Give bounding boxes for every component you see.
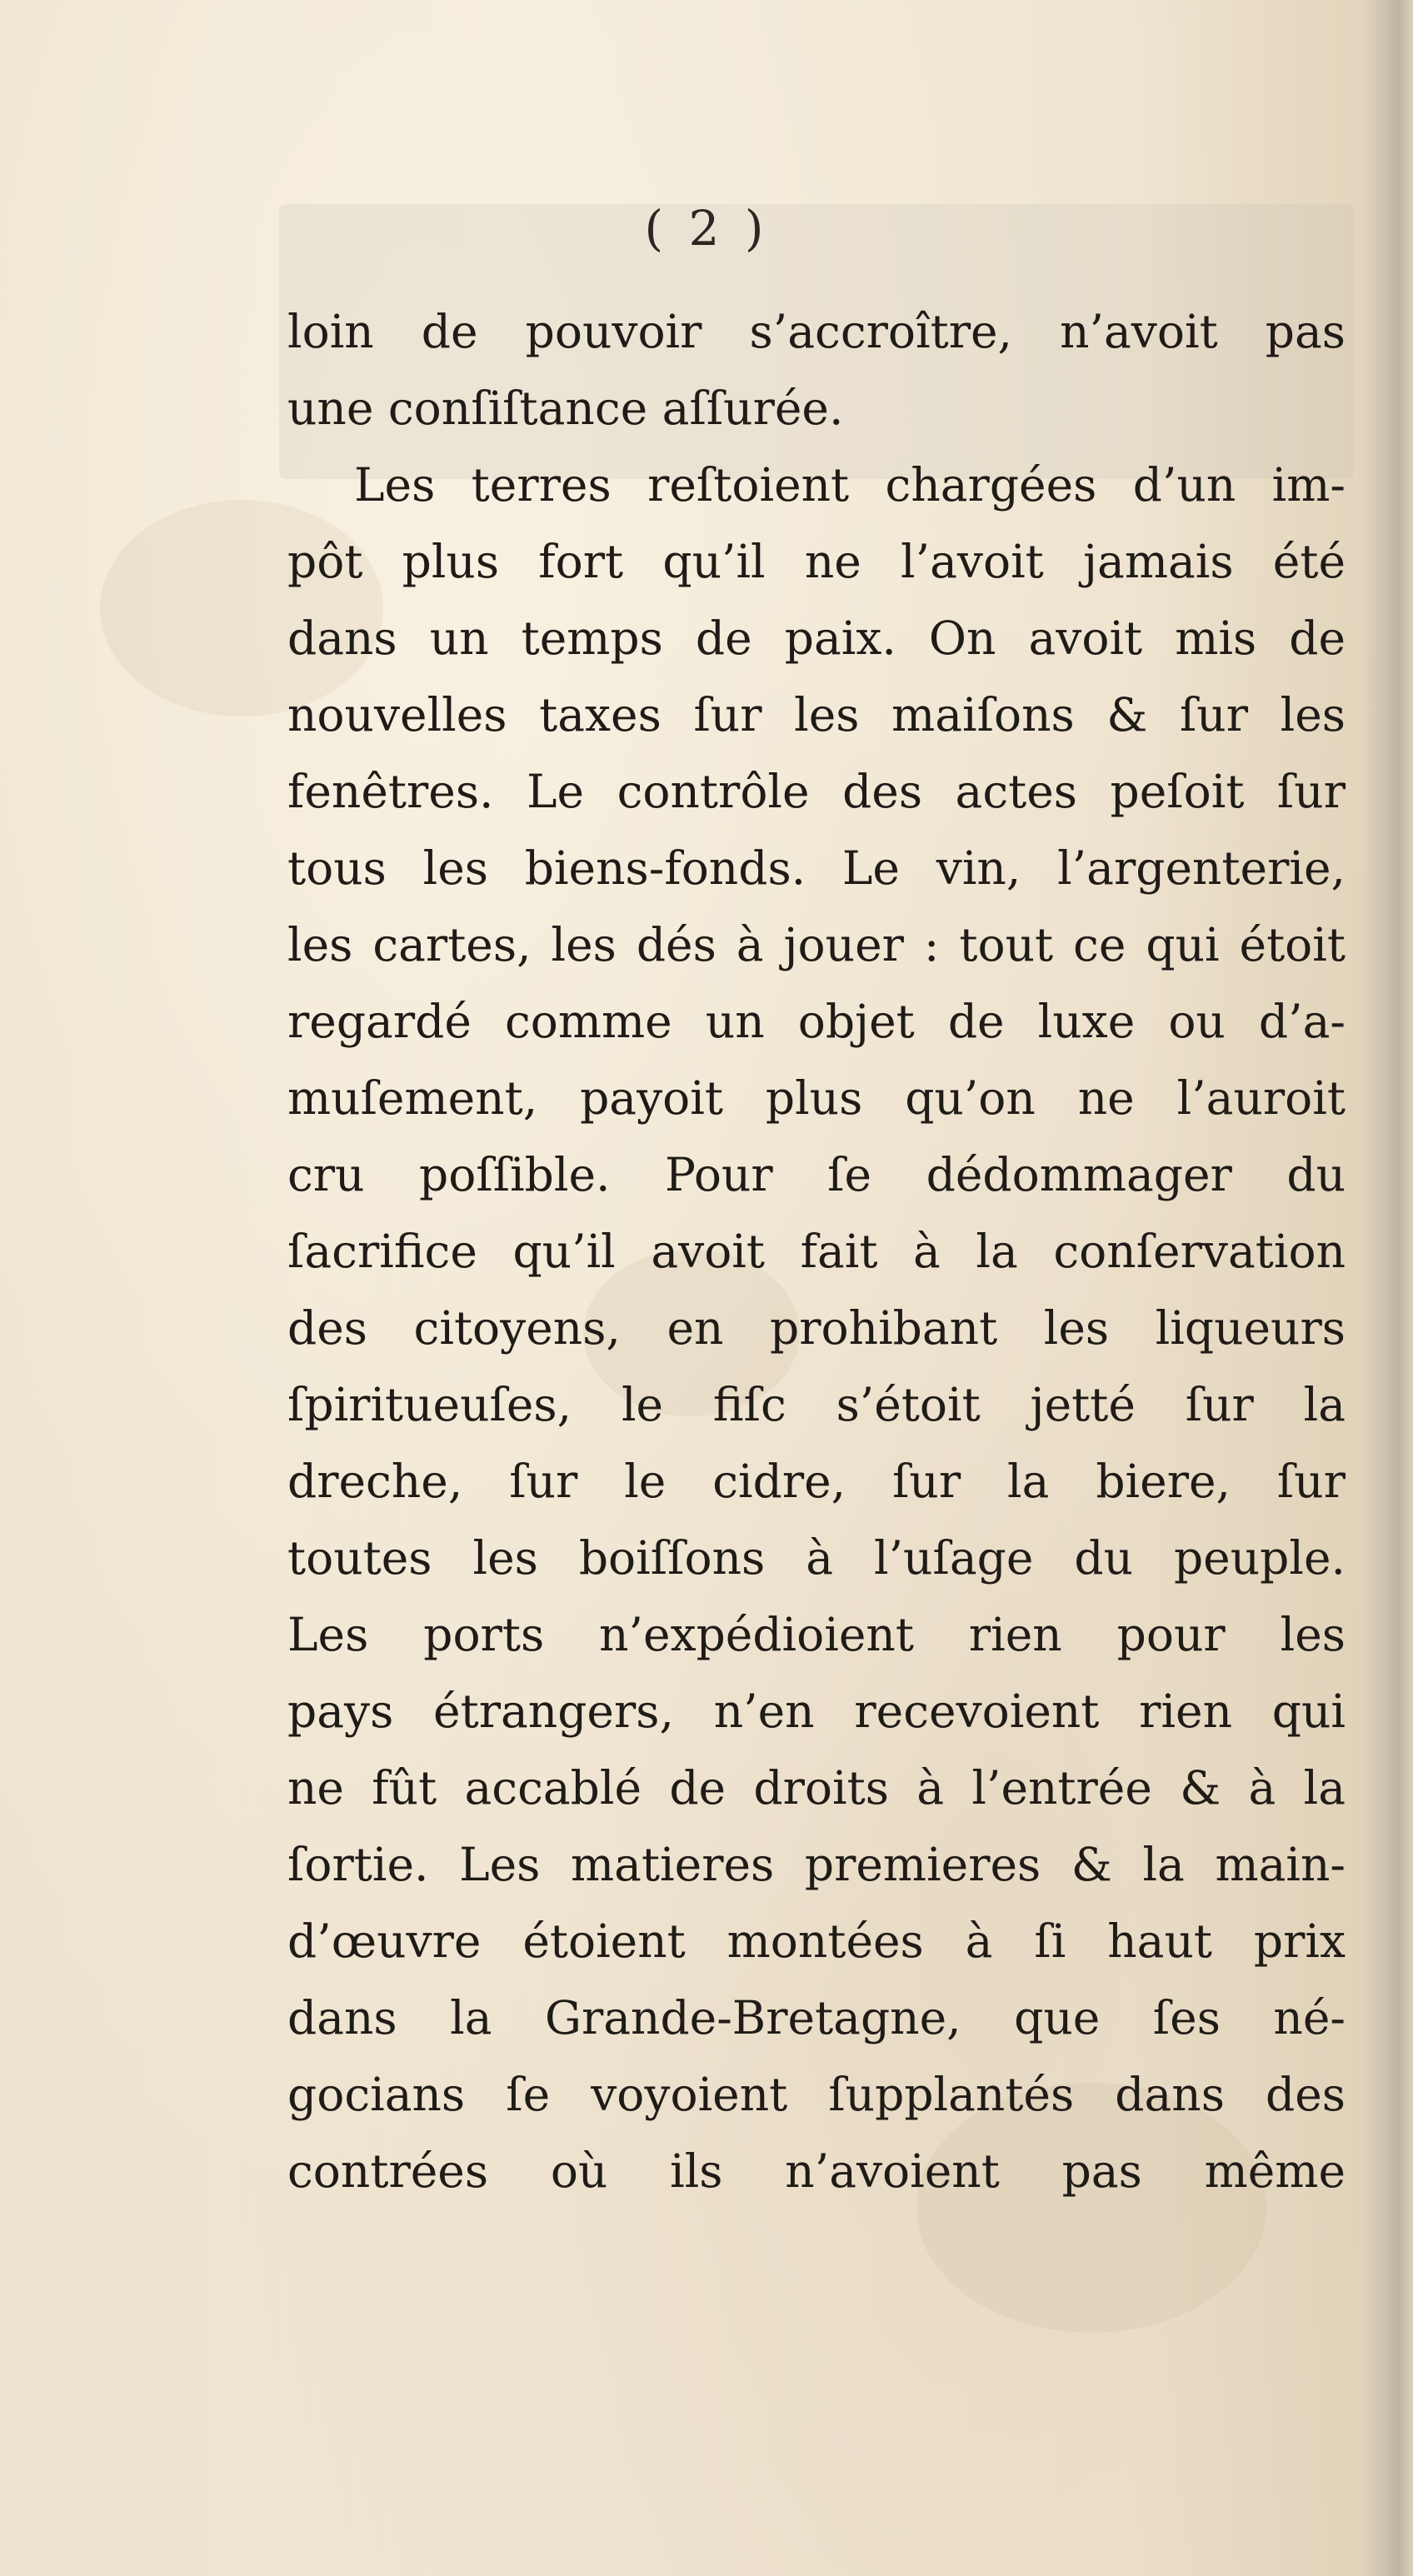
text-line: fenêtres. Le contrôle des actes peſoit ſur: [287, 765, 1346, 818]
text-line: ſortie. Les matieres premieres & la main-: [287, 1838, 1346, 1891]
text-line: muſement, payoit plus qu’on ne l’auroit: [287, 1071, 1346, 1125]
page-number: ( 2 ): [644, 200, 769, 257]
text-line: nouvelles taxes ſur les maiſons & ſur les: [287, 688, 1346, 741]
text-line: cru poſſible. Pour ſe dédommager du: [287, 1148, 1346, 1201]
text-line: toutes les boiſſons à l’uſage du peuple.: [287, 1531, 1346, 1585]
text-line: Les ports n’expédioient rien pour les: [287, 1608, 1346, 1661]
text-line: d’œuvre étoient montées à ſi haut prix: [287, 1915, 1346, 1968]
text-line: regardé comme un objet de luxe ou d’a-: [287, 995, 1346, 1048]
text-line: ſpiritueuſes, le fiſc s’étoit jetté ſur la: [287, 1378, 1346, 1431]
text-line: Les terres reſtoient chargées d’un im-: [354, 458, 1346, 512]
text-line: pôt plus fort qu’il ne l’avoit jamais été: [287, 535, 1346, 588]
text-line: une conſiſtance aſſurée.: [287, 382, 844, 435]
text-line: ne fût accablé de droits à l’entrée & à la: [287, 1761, 1346, 1815]
text-line: ſacrifice qu’il avoit fait à la conſervation: [287, 1225, 1346, 1278]
text-line: dans la Grande-Bretagne, que ſes né-: [287, 1991, 1346, 2044]
page-spine-edge: [1365, 0, 1413, 2576]
text-line: gocians ſe voyoient ſupplantés dans des: [287, 2068, 1346, 2121]
text-line: loin de pouvoir s’accroître, n’avoit pas: [287, 305, 1346, 358]
text-line: des citoyens, en prohibant les liqueurs: [287, 1301, 1346, 1355]
text-line: pays étrangers, n’en recevoient rien qui: [287, 1685, 1346, 1738]
body-text: [287, 293, 1346, 2209]
text-line: tous les biens-fonds. Le vin, l’argenterie,: [287, 841, 1346, 895]
text-line: contrées où ils n’avoient pas même: [287, 2144, 1346, 2198]
text-line: dreche, ſur le cidre, ſur la biere, ſur: [287, 1455, 1346, 1508]
text-line: dans un temps de paix. On avoit mis de: [287, 612, 1346, 665]
text-line: les cartes, les dés à jouer : tout ce qui étoit: [287, 918, 1346, 971]
